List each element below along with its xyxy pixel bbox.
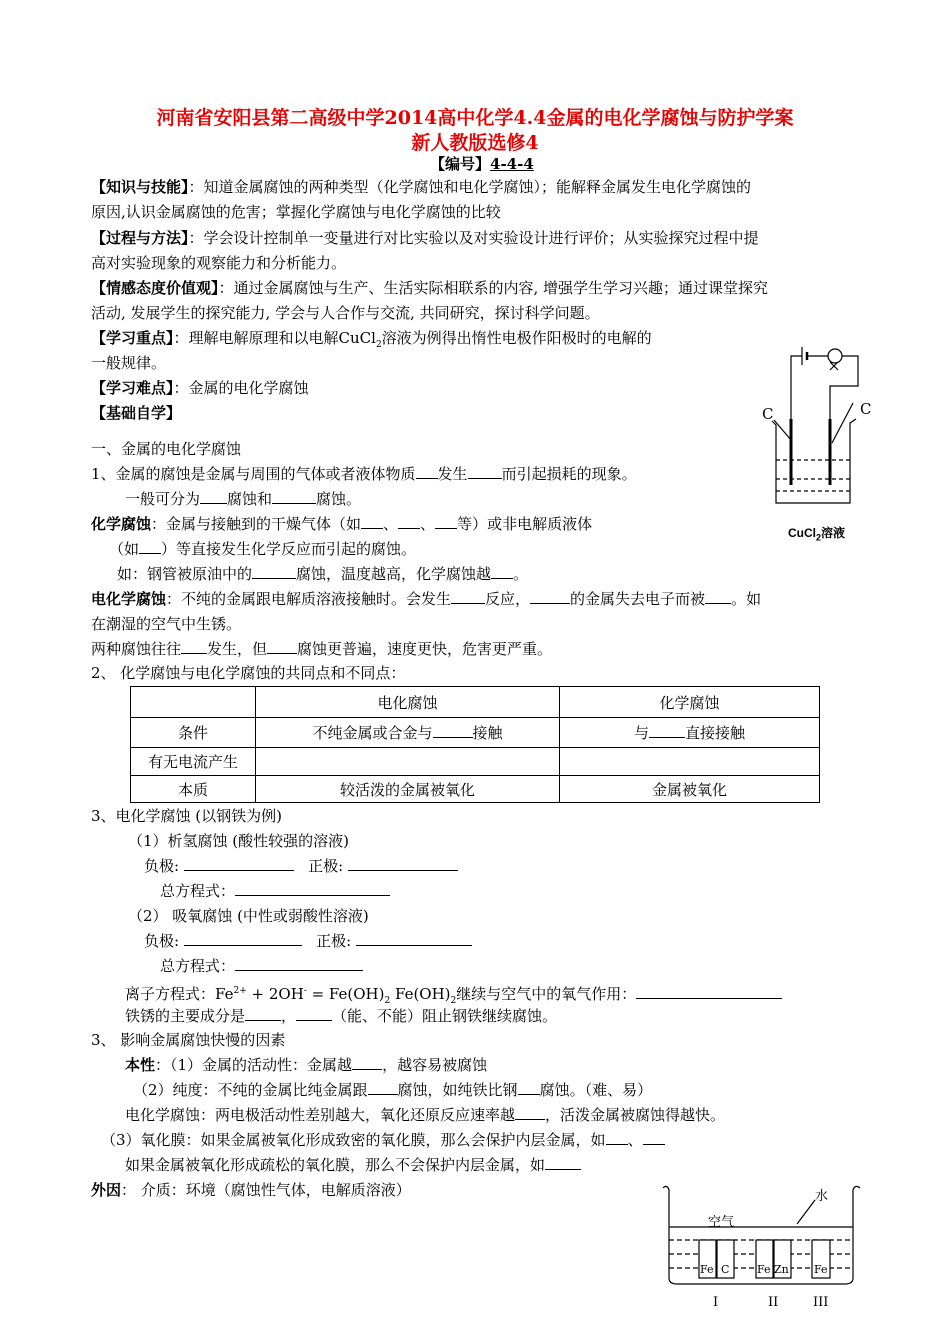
electro-rate-line: 电化学腐蚀：两电极活动性差别越大，氧化还原反应速率越 ，活泼金属被腐蚀得越快。 [125,1106,726,1124]
cell-essence-electro: 较活泼的金属被氧化 [256,776,560,803]
process-line1: 【过程与方法】：学会设计控制单一变量进行对比实验以及对实验设计进行评价；从实验探究过程中提 [91,229,759,247]
section3-heading: 3、电化学腐蚀 (以钢铁为例) [91,807,283,825]
electrolysis-caption: CuCl$_2$溶液 [788,526,846,543]
doc-title-line2: 新人教版选修4 [411,132,539,154]
cell2-roman-label: II [768,1295,779,1310]
cell2-zn-label: Zn [774,1263,789,1276]
oxide-film-line2: 如果金属被氧化形成疏松的氧化膜，那么不会保护内层金属，如 [125,1154,581,1176]
cell-current-chemical [560,748,820,776]
blank[interactable] [368,1080,398,1095]
self-study-heading: 【基础自学】 [91,404,182,422]
blank[interactable] [416,464,438,479]
knowledge-line1: 【知识与技能】：知道金属腐蚀的两种类型（化学腐蚀和电化学腐蚀）；能解释金属发生电化学腐蚀的 [91,178,752,196]
blank[interactable] [468,464,502,479]
ionic-equation: 离子方程式：$Fe^{2+} + 2OH^- = Fe(OH)_2$ $Fe(OH)_2$继续与空气中的氧气作用： [125,980,782,1012]
oxygen-absorption-heading: （2） 吸氧腐蚀 (中性或弱酸性溶液) [128,907,369,925]
bulb-icon [828,349,842,363]
oxygen-electrodes: 负极: 正极: [144,930,472,952]
table-row [131,748,820,776]
blank[interactable] [352,1055,382,1070]
blank[interactable] [518,1080,540,1095]
electro-corrosion-line2: 在潮湿的空气中生锈。 [91,615,242,633]
blank[interactable] [200,489,227,504]
blank[interactable] [184,931,302,946]
knowledge-line2: 原因,认识金属腐蚀的危害；掌握化学腐蚀与电化学腐蚀的比较 [91,203,501,221]
blank[interactable] [267,639,297,654]
cell-condition-chemical: 与 直接接触 [560,718,820,748]
blank[interactable] [184,856,294,871]
right-electrode-label: C [860,400,872,418]
corrosion-diagram [655,1180,870,1330]
s1-line1: 1、金属的腐蚀是金属与周围的气体或者液体物质 发生 而引起损耗的现象。 [91,465,637,483]
blank[interactable] [272,489,316,504]
blank[interactable] [398,514,420,529]
blank[interactable] [296,1006,332,1021]
air-label: 空气 [708,1215,735,1230]
both-corrosion-line: 两种腐蚀往往 发生，但 腐蚀更普遍，速度更快，危害更严重。 [91,640,553,658]
factors-heading: 3、 影响金属腐蚀快慢的因素 [91,1031,286,1049]
blank[interactable] [252,564,296,579]
cell2-fe-label: Fe [757,1263,771,1276]
blank[interactable] [705,589,731,604]
blank[interactable] [361,514,383,529]
difficult-point: 【学习难点】：金属的电化学腐蚀 [91,379,309,397]
blank[interactable] [235,881,390,896]
row-label-current: 有无电流产生 [131,748,256,776]
chemical-example: 如：钢管被原油中的 腐蚀，温度越高，化学腐蚀越 。 [117,565,529,583]
key-point-line1: 【学习重点】：理解电解原理和以电解CuCl$_2$溶液为例得出惰性电极作阳极时的电解的 [91,329,652,350]
table-header-chemical: 化学腐蚀 [560,687,820,718]
circuit-wire-left [791,356,802,419]
oxide-film-line1: （3）氧化膜：如果金属被氧化形成致密的氧化膜，那么会保护内层金属，如 、 [101,1129,665,1151]
cell3-roman-label: III [813,1295,829,1310]
key-point-line2: 一般规律。 [91,354,167,372]
blank[interactable] [451,589,485,604]
nature-line1: 本性：（1）金属的活动性：金属越 ，越容易被腐蚀 [125,1056,488,1074]
blank[interactable] [643,1130,665,1145]
doc-code: 【编号】4-4-4 [430,155,534,173]
table-row [131,687,820,718]
comparison-table [130,686,820,803]
hydrogen-total-equation: 总方程式： [160,880,390,902]
table-row [131,718,820,748]
doc-title-line1: 河南省安阳县第二高级中学2014高中化学4.4金属的电化学腐蚀与防护学案 [156,107,794,129]
water-label: 水 [815,1189,829,1204]
rust-line: 铁锈的主要成分是 ， （能、不能）阻止钢铁继续腐蚀。 [125,1007,558,1025]
section1-heading: 一、金属的电化学腐蚀 [91,440,242,458]
cell-condition-electro: 不纯金属或合金与 接触 [256,718,560,748]
cell-current-electro [256,748,560,776]
chemical-corrosion-line1: 化学腐蚀：金属与接触到的干燥气体（如 、 、 等）或非电解质液体 [91,515,593,533]
table-header-electro: 电化腐蚀 [256,687,560,718]
blank[interactable] [181,639,207,654]
table-row [131,776,820,803]
emotion-line1: 【情感态度价值观】：通过金属腐蚀与生产、生活实际相联系的内容, 增强学生学习兴趣；通过课堂探究 [91,279,769,297]
blank[interactable] [356,931,472,946]
cell3-fe-label: Fe [814,1263,828,1276]
left-electrode-label: C [762,405,774,423]
blank[interactable] [606,1130,628,1145]
blank[interactable] [435,514,457,529]
hydrogen-electrodes: 负极: 正极: [144,855,458,877]
blank[interactable] [491,564,513,579]
s1-line2: 一般可分为 腐蚀和 腐蚀。 [125,490,362,508]
emotion-line2: 活动, 发展学生的探究能力, 学会与人合作与交流, 共同研究，探讨科学问题。 [91,304,600,322]
blank[interactable] [649,723,685,738]
cell-essence-chemical: 金属被氧化 [560,776,820,803]
blank[interactable] [348,856,458,871]
electrolysis-diagram [750,335,880,525]
oxygen-total-equation: 总方程式： [160,955,363,977]
chemical-corrosion-line2: （如 ）等直接发生化学反应而引起的腐蚀。 [109,540,417,558]
electro-corrosion-line1: 电化学腐蚀：不纯的金属跟电解质溶液接触时。会发生 反应， 的金属失去电子而被 。如 [91,590,762,608]
blank[interactable] [245,1006,281,1021]
blank[interactable] [636,984,782,999]
external-factors: 外因： 介质：环境（腐蚀性气体，电解质溶液） [91,1181,411,1199]
row-label-condition: 条件 [131,718,256,748]
table-header-empty [131,687,256,718]
hydrogen-evolution-heading: （1）析氢腐蚀 (酸性较强的溶液) [128,832,350,850]
cell1-c-label: C [721,1263,730,1276]
blank[interactable] [235,956,363,971]
cell1-fe-label: Fe [700,1263,714,1276]
cell1-roman-label: I [713,1295,719,1310]
blank[interactable] [545,1155,581,1170]
blank[interactable] [515,1105,545,1120]
purity-line: （2）纯度：不纯的金属比纯金属跟 腐蚀，如纯铁比钢 腐蚀。（难、易） [133,1081,653,1099]
blank[interactable] [530,589,570,604]
comparison-heading: 2、 化学腐蚀与电化学腐蚀的共同点和不同点： [91,664,406,682]
row-label-essence: 本质 [131,776,256,803]
blank[interactable] [139,539,161,554]
water-pointer [797,1200,815,1224]
blank[interactable] [433,723,473,738]
process-line2: 高对实验现象的观察能力和分析能力。 [91,254,347,272]
